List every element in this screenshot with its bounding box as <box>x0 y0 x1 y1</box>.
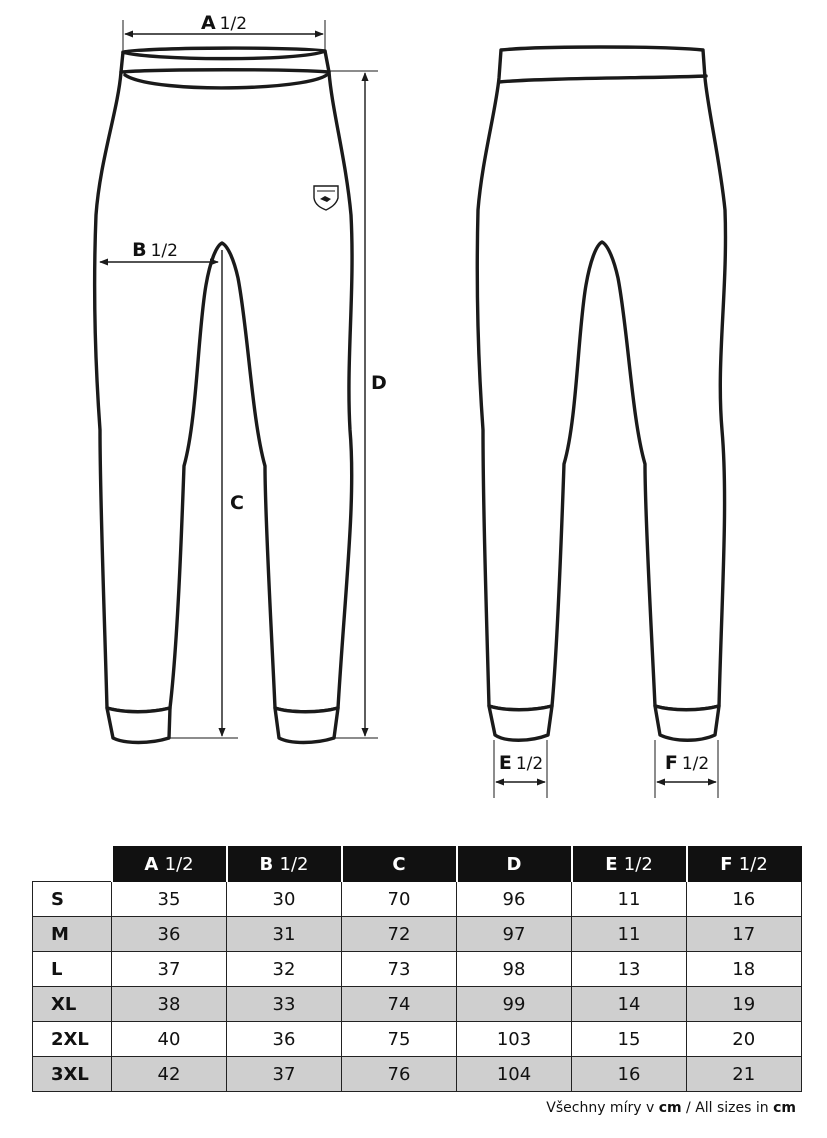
table-body <box>33 882 802 1092</box>
measurement-cell: 30 <box>227 882 342 917</box>
measurement-cell: 16 <box>687 882 802 917</box>
measurement-cell: 75 <box>342 1022 457 1057</box>
column-header-e <box>572 847 687 882</box>
column-header-letter: F <box>720 853 733 875</box>
front-right-cuff <box>275 708 338 743</box>
front-pants-outline <box>95 48 352 712</box>
column-header-letter: C <box>392 853 406 875</box>
column-header-letter: E <box>605 853 618 875</box>
measurement-cell: 32 <box>227 952 342 987</box>
label-a: A 1/2 <box>200 12 248 34</box>
table-row <box>33 1022 802 1057</box>
measurement-cell: 35 <box>112 882 227 917</box>
measurement-cell: 14 <box>572 987 687 1022</box>
table-corner-cell <box>33 847 112 882</box>
column-header-f <box>687 847 802 882</box>
column-header-a <box>112 847 227 882</box>
footnote-unit-en: cm <box>773 1100 796 1116</box>
measurement-cell: 20 <box>687 1022 802 1057</box>
column-header-letter: A <box>144 853 159 875</box>
measurement-cell: 15 <box>572 1022 687 1057</box>
footnote-unit-cz: cm <box>658 1100 682 1116</box>
measurement-cell: 96 <box>457 882 572 917</box>
table-row <box>33 882 802 917</box>
column-header-d <box>457 847 572 882</box>
measurement-cell: 36 <box>112 917 227 952</box>
back-left-cuff <box>489 706 552 740</box>
column-header-letter: B <box>259 853 274 875</box>
measurement-cell: 18 <box>687 952 802 987</box>
column-header-fraction: 1/2 <box>164 853 194 875</box>
measurement-cell: 98 <box>457 952 572 987</box>
measurement-cell: 42 <box>112 1057 227 1092</box>
size-label-cell: 2XL <box>33 1022 112 1057</box>
measurement-cell: 104 <box>457 1057 572 1092</box>
size-label-cell: M <box>33 917 112 952</box>
label-d: D <box>371 372 387 394</box>
measurement-cell: 74 <box>342 987 457 1022</box>
footnote-text-cz: Všechny míry v <box>546 1100 659 1116</box>
column-header-fraction: 1/2 <box>738 853 768 875</box>
column-header-c <box>342 847 457 882</box>
measurement-cell: 73 <box>342 952 457 987</box>
column-header-fraction: 1/2 <box>623 853 653 875</box>
label-f: F 1/2 <box>664 752 710 774</box>
measurement-cell: 11 <box>572 882 687 917</box>
table-row <box>33 917 802 952</box>
table-row <box>33 952 802 987</box>
size-label-cell: 3XL <box>33 1057 112 1092</box>
footnote-text-en: / All sizes in <box>681 1100 774 1116</box>
column-header-letter: D <box>506 853 522 875</box>
table-row <box>33 1057 802 1092</box>
measurement-cell: 11 <box>572 917 687 952</box>
measurement-cell: 70 <box>342 882 457 917</box>
measurement-cell: 16 <box>572 1057 687 1092</box>
table-row <box>33 987 802 1022</box>
table-header-row <box>33 847 802 882</box>
front-waistband-top <box>123 51 325 59</box>
measurement-cell: 37 <box>112 952 227 987</box>
measurement-cell: 13 <box>572 952 687 987</box>
back-pants-outline <box>477 47 725 710</box>
measurement-cell: 21 <box>687 1057 802 1092</box>
measurement-cell: 17 <box>687 917 802 952</box>
units-footnote <box>546 1100 796 1116</box>
measurement-cell: 103 <box>457 1022 572 1057</box>
measurement-cell: 33 <box>227 987 342 1022</box>
measurement-cell: 19 <box>687 987 802 1022</box>
column-header-fraction: 1/2 <box>279 853 309 875</box>
front-left-cuff <box>107 708 170 743</box>
size-label-cell: L <box>33 952 112 987</box>
measurement-cell: 76 <box>342 1057 457 1092</box>
column-header-b <box>227 847 342 882</box>
size-label-cell: S <box>33 882 112 917</box>
label-c: C <box>230 492 244 514</box>
measurement-cell: 99 <box>457 987 572 1022</box>
size-chart-table <box>32 846 802 1092</box>
measurement-cell: 38 <box>112 987 227 1022</box>
label-e: E 1/2 <box>498 752 544 774</box>
measurement-cell: 37 <box>227 1057 342 1092</box>
back-right-cuff <box>655 706 719 740</box>
measurement-cell: 72 <box>342 917 457 952</box>
label-b: B 1/2 <box>132 239 178 261</box>
measurement-cell: 36 <box>227 1022 342 1057</box>
measurement-cell: 97 <box>457 917 572 952</box>
measurement-cell: 31 <box>227 917 342 952</box>
size-label-cell: XL <box>33 987 112 1022</box>
front-view <box>95 12 387 743</box>
back-view <box>477 47 725 798</box>
measurement-cell: 40 <box>112 1022 227 1057</box>
